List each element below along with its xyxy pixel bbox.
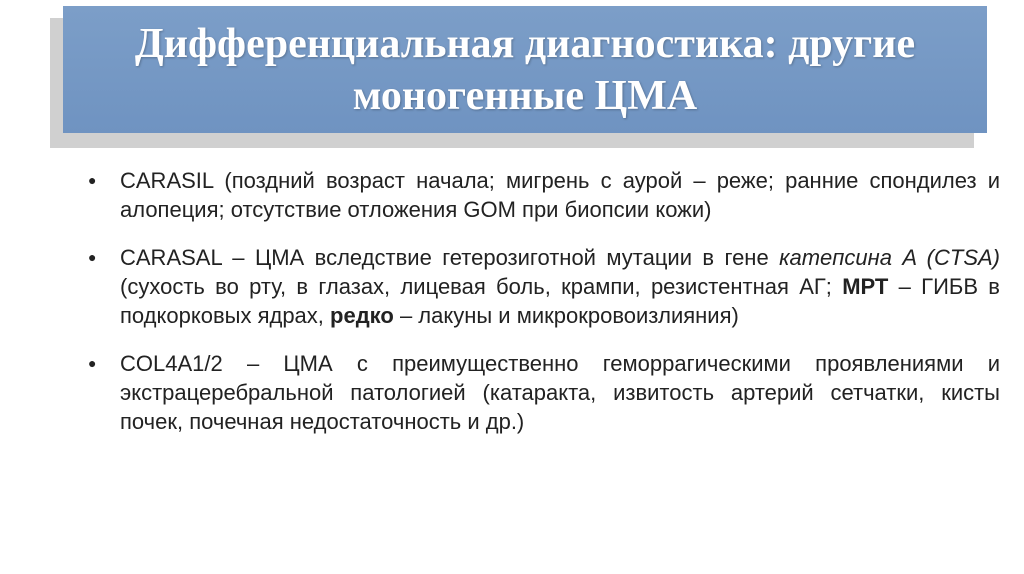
bullet-text-part3: – ГИБВ в подкорковых ядрах, [120, 274, 1000, 328]
bullet-text-gene-italic: катепсина A (CTSA) [779, 245, 1000, 270]
slide-title-line1: Дифференциальная диагностика: другие [134, 20, 916, 67]
bullet-text-mri-bold: МРТ [842, 274, 889, 299]
bullet-item-carasal [88, 243, 1000, 330]
slide-title-line2: моногенные ЦМА [352, 72, 698, 119]
bullet-dot-icon: ● [88, 249, 97, 265]
bullet-text-part4: – лакуны и микрокровоизлияния) [393, 303, 739, 328]
bullet-text-part2: (сухость во рту, в глазах, лицевая боль, крампи, резистентная АГ; [120, 274, 843, 299]
title-banner [63, 6, 987, 133]
bullet-text-rarely-bold: редко [330, 303, 394, 328]
bullet-dot-icon: ● [88, 355, 97, 371]
bullet-item-col4a1 [88, 349, 1000, 436]
bullet-dot-icon: ● [88, 172, 97, 188]
bullet-text: CARASIL (поздний возраст начала; мигрень с аурой – реже; ранние спондилез и алопеция; отсутствие отложения GOM при биопсии кожи) [120, 168, 1000, 222]
bullet-list [88, 166, 1000, 455]
bullet-text: COL4A1/2 – ЦМА с преимущественно геморрагическими проявлениями и экстрацеребральной патологией (катаракта, извитость артерий сетчатки, кисты почек, почечная недостаточность и др.) [120, 351, 1000, 434]
slide-title [135, 18, 915, 122]
bullet-item-carasil [88, 166, 1000, 224]
bullet-text-part1: CARASAL – ЦМА вследствие гетерозиготной мутации в гене [120, 245, 780, 270]
